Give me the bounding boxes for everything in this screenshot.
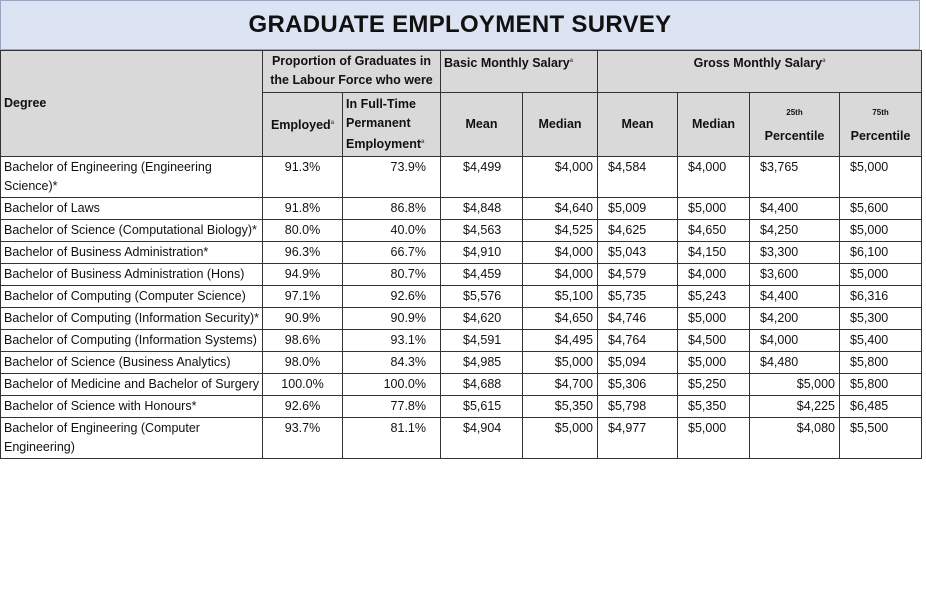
cell-p25: $4,480	[750, 352, 840, 374]
cell-gross-mean: $4,977	[598, 418, 678, 459]
cell-employed: 94.9%	[263, 264, 343, 286]
cell-p75: $5,800	[840, 374, 922, 396]
cell-basic-mean: $4,904	[441, 418, 523, 459]
table-row	[1, 242, 922, 264]
cell-p75: $5,500	[840, 418, 922, 459]
cell-basic-median: $4,000	[523, 157, 598, 198]
header-p75	[840, 93, 922, 157]
cell-basic-mean: $4,591	[441, 330, 523, 352]
cell-p75: $6,100	[840, 242, 922, 264]
cell-p25: $3,765	[750, 157, 840, 198]
cell-fulltime: 100.0%	[343, 374, 441, 396]
cell-degree: Bachelor of Science with Honours*	[1, 396, 263, 418]
cell-gross-mean: $5,094	[598, 352, 678, 374]
cell-basic-median: $4,000	[523, 242, 598, 264]
cell-degree: Bachelor of Computing (Computer Science)	[1, 286, 263, 308]
header-proportion-group: Proportion of Graduates in the Labour Force who were	[263, 51, 441, 93]
cell-gross-median: $5,000	[678, 418, 750, 459]
cell-gross-median: $4,650	[678, 220, 750, 242]
cell-fulltime: 90.9%	[343, 308, 441, 330]
cell-gross-mean: $5,798	[598, 396, 678, 418]
cell-p25: $3,300	[750, 242, 840, 264]
cell-gross-mean: $5,306	[598, 374, 678, 396]
cell-fulltime: 81.1%	[343, 418, 441, 459]
cell-p25: $4,000	[750, 330, 840, 352]
table-row	[1, 308, 922, 330]
header-p75-sup: 75th	[872, 108, 889, 118]
cell-gross-mean: $4,746	[598, 308, 678, 330]
cell-degree: Bachelor of Computing (Information Systems)	[1, 330, 263, 352]
table-row	[1, 352, 922, 374]
cell-gross-median: $5,250	[678, 374, 750, 396]
cell-gross-median: $5,000	[678, 308, 750, 330]
table-row	[1, 418, 922, 459]
table-row	[1, 220, 922, 242]
header-p25-sup: 25th	[786, 108, 803, 118]
header-full-time-label: In Full-Time Permanent Employment	[346, 96, 422, 152]
header-employed-label: Employed	[270, 118, 331, 133]
cell-p75: $5,300	[840, 308, 922, 330]
cell-basic-mean: $4,985	[441, 352, 523, 374]
cell-basic-mean: $4,499	[441, 157, 523, 198]
cell-basic-median: $5,000	[523, 352, 598, 374]
header-basic-salary-label: Basic Monthly Salary	[444, 56, 570, 71]
cell-employed: 98.0%	[263, 352, 343, 374]
cell-employed: 80.0%	[263, 220, 343, 242]
header-gross-mean: Mean	[598, 93, 678, 157]
cell-basic-median: $4,700	[523, 374, 598, 396]
employment-table	[0, 50, 922, 459]
page-title: GRADUATE EMPLOYMENT SURVEY	[248, 11, 672, 38]
cell-employed: 90.9%	[263, 308, 343, 330]
table-row	[1, 157, 922, 198]
header-p25-label: Percentile	[764, 128, 825, 143]
cell-p75: $5,400	[840, 330, 922, 352]
cell-p75: $6,485	[840, 396, 922, 418]
cell-employed: 92.6%	[263, 396, 343, 418]
cell-gross-mean: $5,735	[598, 286, 678, 308]
cell-employed: 91.3%	[263, 157, 343, 198]
cell-employed: 96.3%	[263, 242, 343, 264]
cell-gross-median: $4,000	[678, 157, 750, 198]
cell-gross-median: $5,243	[678, 286, 750, 308]
cell-basic-mean: $4,910	[441, 242, 523, 264]
cell-degree: Bachelor of Laws	[1, 198, 263, 220]
cell-p25: $4,250	[750, 220, 840, 242]
cell-basic-mean: $4,620	[441, 308, 523, 330]
cell-p75: $5,600	[840, 198, 922, 220]
cell-fulltime: 77.8%	[343, 396, 441, 418]
table-row	[1, 330, 922, 352]
cell-basic-mean: $5,615	[441, 396, 523, 418]
cell-p75: $5,000	[840, 264, 922, 286]
cell-degree: Bachelor of Science (Computational Biology)*	[1, 220, 263, 242]
cell-gross-mean: $4,579	[598, 264, 678, 286]
cell-employed: 97.1%	[263, 286, 343, 308]
header-gross-salary: Gross Monthly Salary$^a$	[598, 51, 922, 93]
header-gross-median: Median	[678, 93, 750, 157]
header-basic-salary: Basic Monthly Salary$^a$	[441, 51, 598, 93]
cell-degree: Bachelor of Business Administration*	[1, 242, 263, 264]
table-body	[1, 157, 922, 459]
cell-p75: $5,800	[840, 352, 922, 374]
cell-employed: 93.7%	[263, 418, 343, 459]
header-gross-salary-label: Gross Monthly Salary	[693, 56, 823, 71]
header-degree: Degree	[1, 51, 263, 157]
cell-p25: $4,200	[750, 308, 840, 330]
cell-fulltime: 86.8%	[343, 198, 441, 220]
cell-p75: $6,316	[840, 286, 922, 308]
cell-employed: 91.8%	[263, 198, 343, 220]
table-row	[1, 286, 922, 308]
cell-degree: Bachelor of Medicine and Bachelor of Surgery	[1, 374, 263, 396]
cell-p25: $4,080	[750, 418, 840, 459]
cell-degree: Bachelor of Engineering (Computer Engineering)	[1, 418, 263, 459]
header-basic-median: Median	[523, 93, 598, 157]
cell-fulltime: 80.7%	[343, 264, 441, 286]
cell-gross-mean: $5,009	[598, 198, 678, 220]
table-row	[1, 264, 922, 286]
cell-degree: Bachelor of Engineering (Engineering Science)*	[1, 157, 263, 198]
cell-p75: $5,000	[840, 220, 922, 242]
table-row	[1, 198, 922, 220]
cell-basic-median: $4,000	[523, 264, 598, 286]
cell-fulltime: 84.3%	[343, 352, 441, 374]
cell-fulltime: 73.9%	[343, 157, 441, 198]
cell-gross-mean: $5,043	[598, 242, 678, 264]
cell-gross-median: $5,000	[678, 352, 750, 374]
cell-degree: Bachelor of Business Administration (Hons)	[1, 264, 263, 286]
table-row	[1, 374, 922, 396]
cell-basic-median: $4,525	[523, 220, 598, 242]
cell-basic-median: $4,650	[523, 308, 598, 330]
cell-gross-median: $5,350	[678, 396, 750, 418]
table-row	[1, 396, 922, 418]
cell-employed: 100.0%	[263, 374, 343, 396]
header-basic-mean: Mean	[441, 93, 523, 157]
header-full-time: In Full-Time Permanent Employment$^a$	[343, 93, 441, 157]
cell-gross-mean: $4,584	[598, 157, 678, 198]
cell-basic-median: $5,000	[523, 418, 598, 459]
cell-gross-median: $5,000	[678, 198, 750, 220]
cell-degree: Bachelor of Science (Business Analytics)	[1, 352, 263, 374]
header-employed: Employed$^a$	[263, 93, 343, 157]
cell-fulltime: 66.7%	[343, 242, 441, 264]
cell-basic-mean: $4,459	[441, 264, 523, 286]
cell-p75: $5,000	[840, 157, 922, 198]
cell-p25: $5,000	[750, 374, 840, 396]
cell-basic-mean: $4,688	[441, 374, 523, 396]
cell-basic-median: $4,495	[523, 330, 598, 352]
cell-fulltime: 93.1%	[343, 330, 441, 352]
cell-p25: $4,400	[750, 198, 840, 220]
cell-gross-median: $4,000	[678, 264, 750, 286]
cell-basic-median: $4,640	[523, 198, 598, 220]
cell-basic-mean: $4,563	[441, 220, 523, 242]
cell-basic-mean: $4,848	[441, 198, 523, 220]
cell-p25: $3,600	[750, 264, 840, 286]
cell-basic-mean: $5,576	[441, 286, 523, 308]
cell-fulltime: 40.0%	[343, 220, 441, 242]
cell-gross-mean: $4,625	[598, 220, 678, 242]
header-p25	[750, 93, 840, 157]
cell-p25: $4,225	[750, 396, 840, 418]
cell-degree: Bachelor of Computing (Information Security)*	[1, 308, 263, 330]
cell-basic-median: $5,350	[523, 396, 598, 418]
cell-p25: $4,400	[750, 286, 840, 308]
cell-fulltime: 92.6%	[343, 286, 441, 308]
cell-gross-median: $4,150	[678, 242, 750, 264]
cell-gross-median: $4,500	[678, 330, 750, 352]
cell-employed: 98.6%	[263, 330, 343, 352]
cell-gross-mean: $4,764	[598, 330, 678, 352]
title-bar	[0, 0, 920, 50]
cell-basic-median: $5,100	[523, 286, 598, 308]
header-p75-label: Percentile	[850, 128, 911, 143]
